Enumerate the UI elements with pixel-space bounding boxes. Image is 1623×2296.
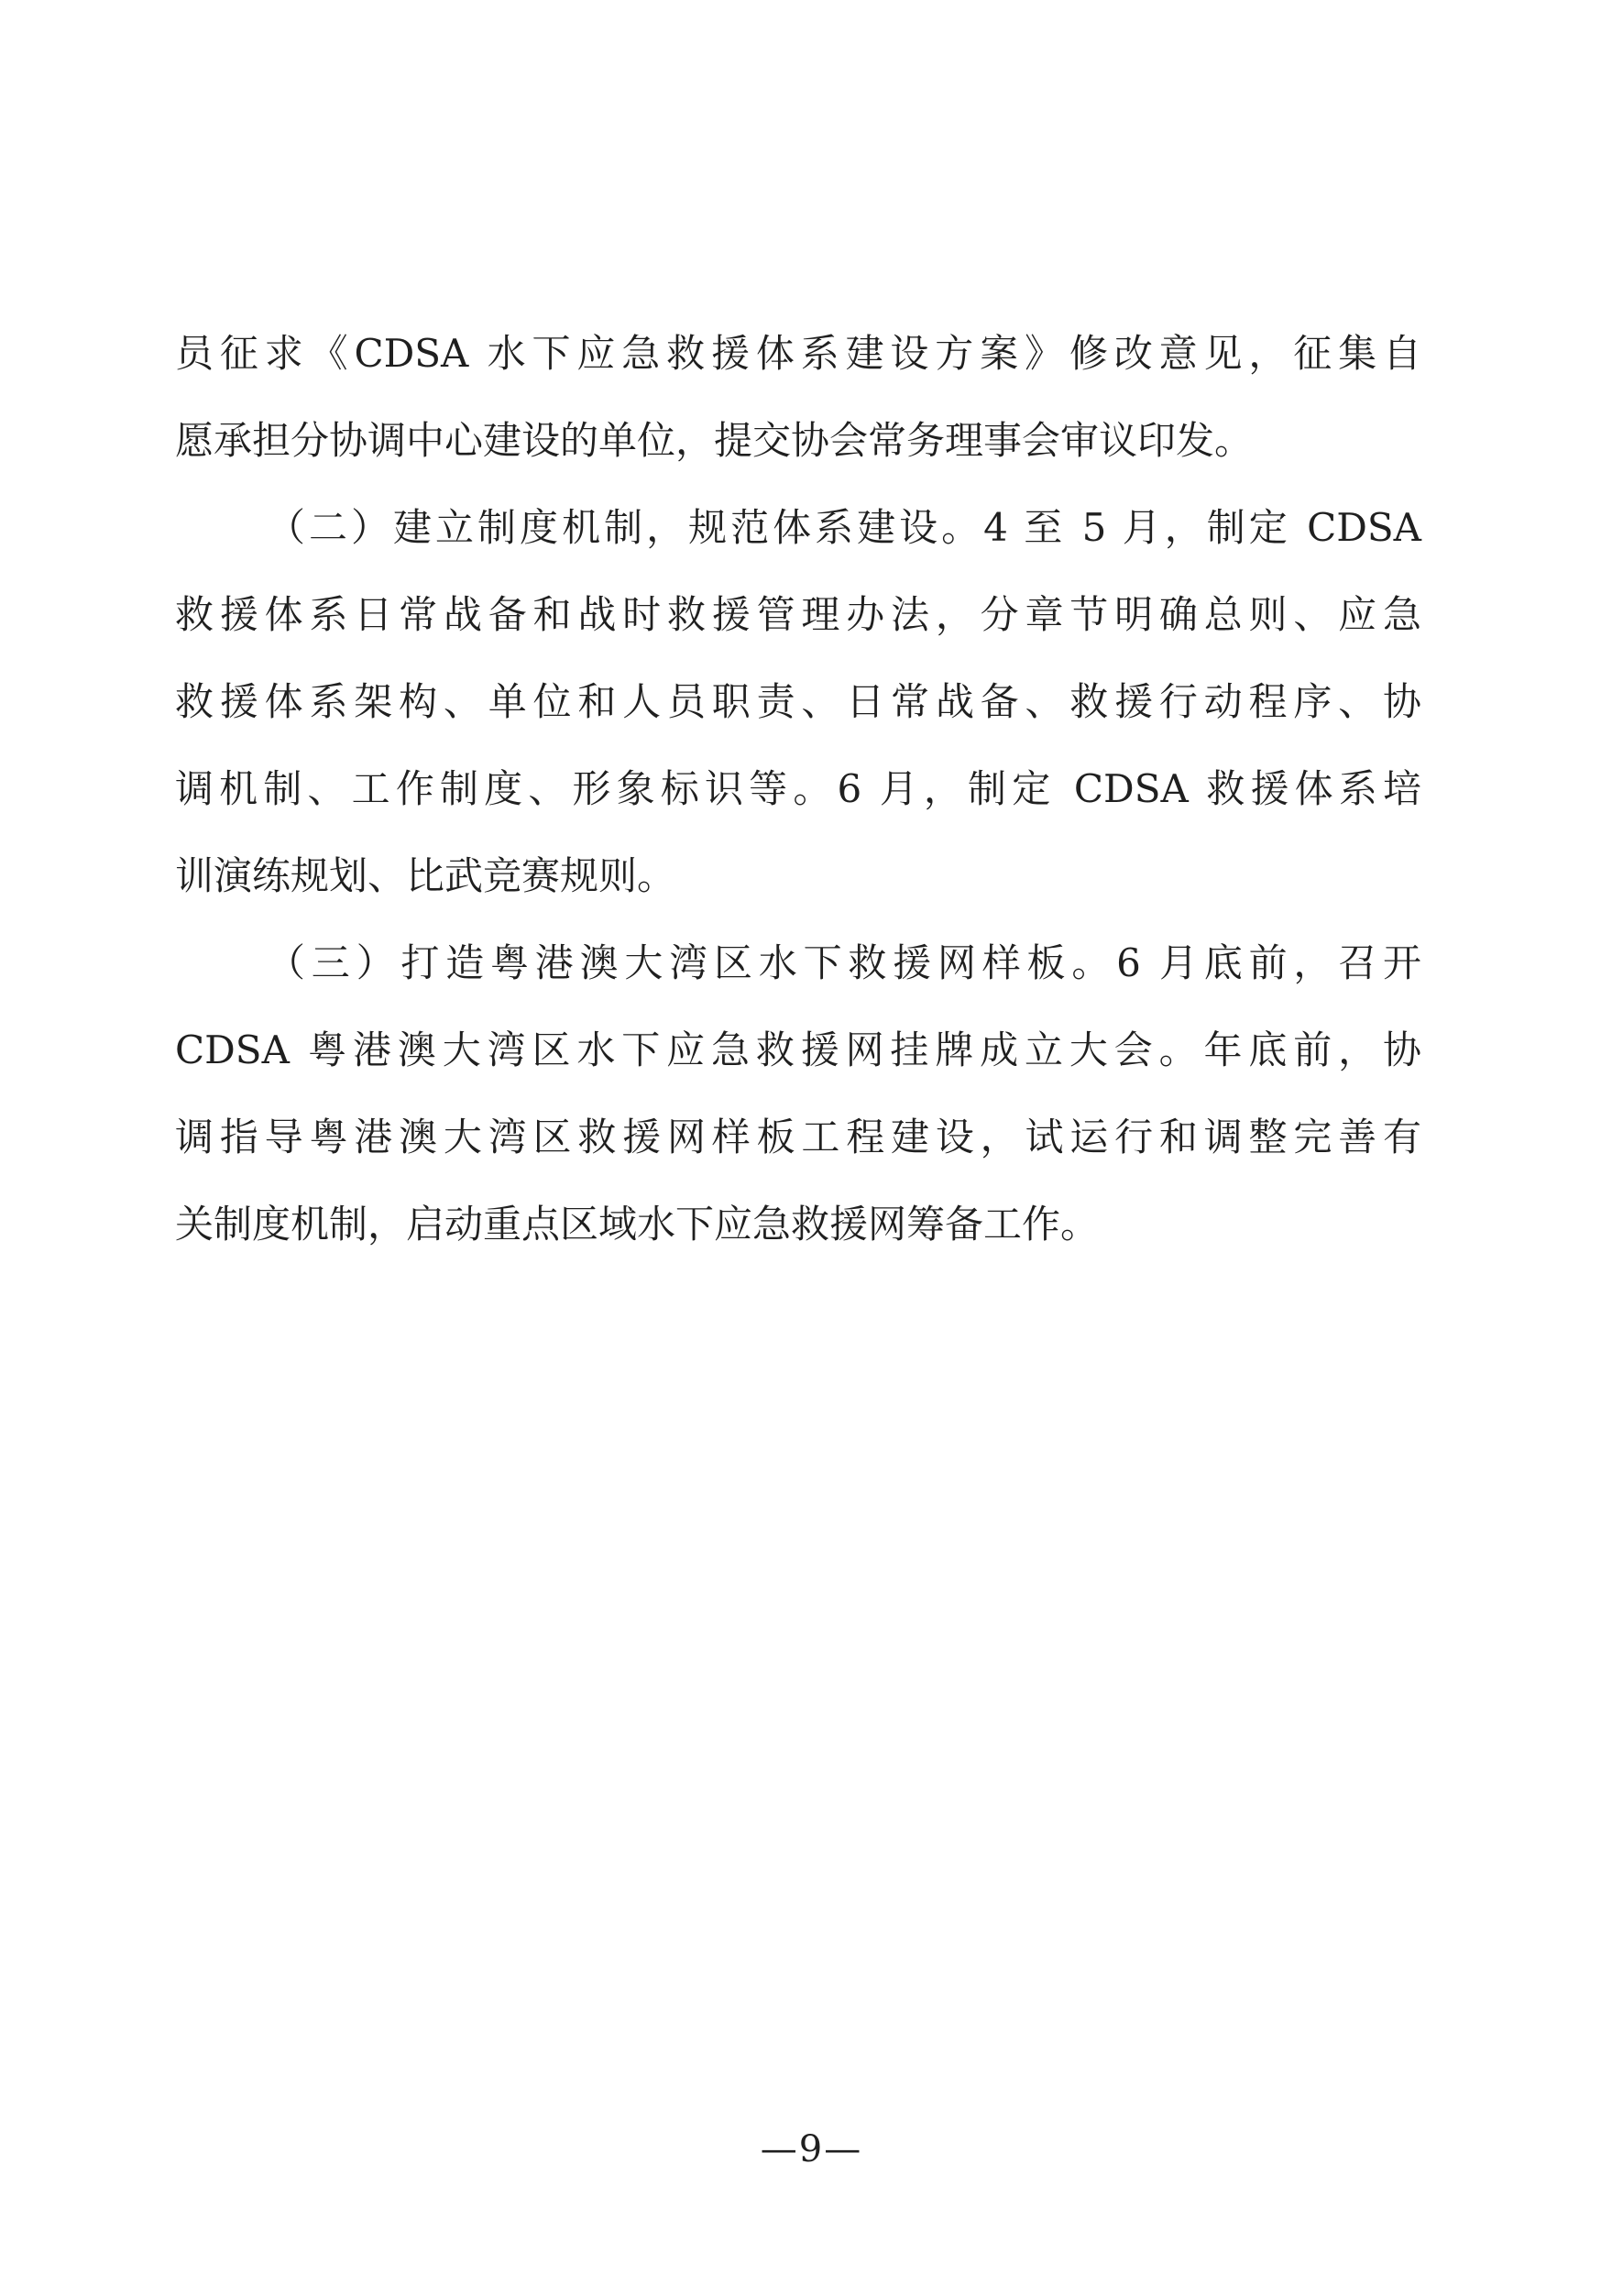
page-number: —9—	[760, 2128, 863, 2170]
text-line: 调指导粤港澳大湾区救援网样板工程建设，试运行和调整完善有	[175, 1115, 1421, 1159]
text-line: CDSA 粤港澳大湾区水下应急救援网挂牌成立大会。年底前，协	[175, 1027, 1421, 1072]
text-line: 救援体系日常战备和战时救援管理办法，分章节明确总则、应急	[175, 592, 1421, 637]
text-line: 员征求《CDSA 水下应急救援体系建设方案》修改意见，征集自	[175, 331, 1421, 376]
text-line: 愿承担分协调中心建设的单位，提交协会常务理事会审议印发。	[175, 418, 1254, 463]
section-heading-line: （三）打造粤港澳大湾区水下救援网样板。6 月底前，召开	[267, 940, 1421, 985]
text-line: 训演练规划、比武竞赛规则。	[175, 853, 676, 898]
text-line: 关制度机制，启动重点区域水下应急救援网筹备工作。	[175, 1202, 1100, 1247]
text-line: 调机制、工作制度、形象标识等。6 月，制定 CDSA 救援体系培	[175, 766, 1421, 811]
section-heading-line: （二）建立制度机制，规范体系建设。4 至 5 月，制定 CDSA	[267, 505, 1421, 550]
document-body	[175, 310, 1421, 1268]
text-line: 救援体系架构、单位和人员职责、日常战备、救援行动程序、协	[175, 679, 1421, 724]
